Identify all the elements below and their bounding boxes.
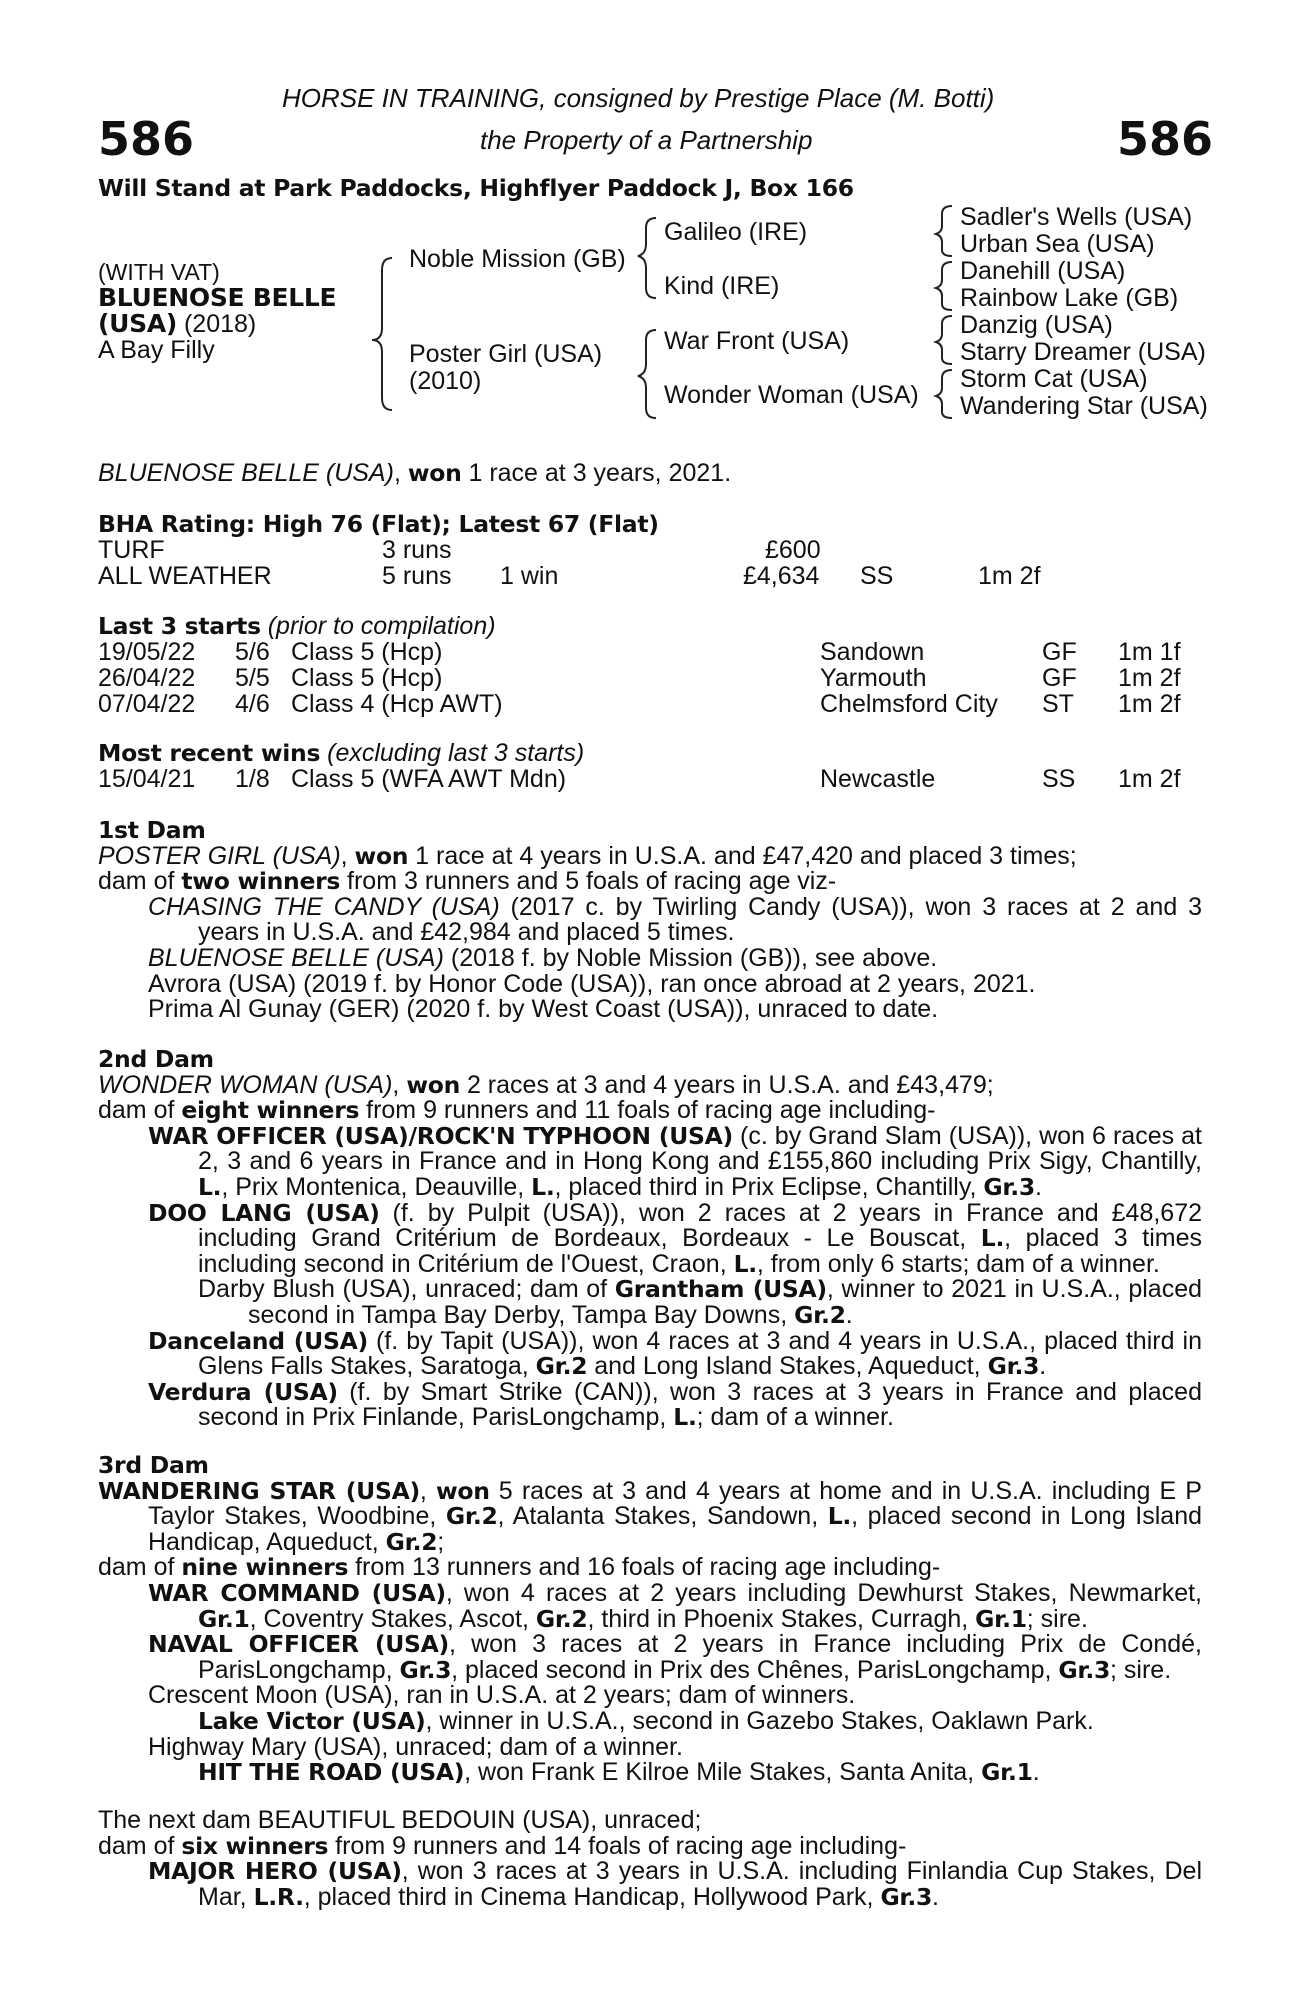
pedigree-g8: Wandering Star (USA) <box>960 392 1208 420</box>
text: , won 4 races at 2 years including Dewhurst Stakes, Newmarket, <box>445 1578 1202 1607</box>
won-label: won <box>354 841 409 870</box>
offspring-name: NAVAL OFFICER (USA) <box>148 1630 449 1659</box>
offspring-entry: Crescent Moon (USA), ran in U.S.A. at 2 years; dam of winners. <box>148 1681 856 1710</box>
offspring-entry <box>148 1632 1202 1683</box>
start-position: 5/6 <box>235 638 270 666</box>
rating-prize: £4,634 <box>743 562 820 590</box>
pedigree-g2: Urban Sea (USA) <box>960 230 1155 258</box>
text: . <box>845 1300 853 1329</box>
offspring-entry <box>148 1578 1202 1633</box>
rating-distance: 1m 2f <box>978 562 1041 590</box>
text: , placed third in Cinema Handicap, Hollywood Park, <box>303 1882 881 1911</box>
text: and Long Island Stakes, Aqueduct, <box>587 1352 988 1381</box>
summary-name: BLUENOSE BELLE (USA) <box>98 459 394 487</box>
win-distance: 1m 2f <box>1118 765 1181 793</box>
text: , placed 3 times including second in Critérium de l'Ouest, Craon, <box>198 1224 1202 1278</box>
offspring-name: WAR OFFICER (USA)/ROCK'N TYPHOON (USA) <box>148 1121 733 1150</box>
offspring-name: Lake Victor (USA) <box>198 1706 426 1735</box>
text: , won Frank E Kilroe Mile Stakes, Santa Anita, <box>464 1758 982 1787</box>
consignor-line: HORSE IN TRAINING, consigned by Prestige Place (M. Botti) <box>282 83 995 113</box>
pedigree-g4: Rainbow Lake (GB) <box>960 284 1179 312</box>
rating-surface: ALL WEATHER <box>98 562 272 590</box>
text: 2 races at 3 and 4 years in U.S.A. and £43,479; <box>460 1070 994 1099</box>
grade: L. <box>673 1403 697 1432</box>
pedigree-dam: Poster Girl (USA) <box>409 340 603 368</box>
text: . <box>1034 1172 1042 1201</box>
rating-runs: 5 runs <box>382 562 452 590</box>
horse-name: BLUENOSE BELLE <box>98 283 337 312</box>
offspring-name: WAR COMMAND (USA) <box>148 1578 446 1607</box>
vat-label: (WITH VAT) <box>98 259 220 285</box>
win-going: SS <box>1042 765 1076 793</box>
offspring-entry <box>148 1706 1202 1735</box>
text: ; sire. <box>1026 1604 1088 1633</box>
won-label: won <box>406 1070 461 1099</box>
text: from 9 runners and 14 foals of racing age including- <box>328 1831 907 1860</box>
next-dam-offspring <box>98 1859 1202 1910</box>
pedigree-dam-dam: Wonder Woman (USA) <box>664 381 919 409</box>
offspring-name: CHASING THE CANDY (USA) <box>148 892 500 921</box>
text: ; <box>437 1527 445 1556</box>
text: , winner in U.S.A., second in Gazebo Stakes, Oaklawn Park. <box>425 1706 1094 1735</box>
second-dam-line <box>98 1070 1202 1099</box>
grade: Gr.1 <box>981 1758 1033 1787</box>
offspring-name: MAJOR HERO (USA) <box>148 1857 402 1886</box>
third-dam-offspring <box>98 1578 1202 1787</box>
offspring-name: DOO LANG (USA) <box>148 1198 380 1227</box>
text: (2018 f. by Noble Mission (GB)), see above. <box>443 943 938 972</box>
start-distance: 1m 2f <box>1118 664 1181 692</box>
grade: L.R. <box>253 1882 304 1911</box>
next-dam-line: The next dam BEAUTIFUL BEDOUIN (USA), unraced; <box>98 1806 702 1834</box>
grade: L. <box>531 1172 555 1201</box>
offspring-entry: Prima Al Gunay (GER) (2020 f. by West Coast (USA)), unraced to date. <box>148 995 939 1024</box>
third-dam-title: 3rd Dam <box>98 1451 209 1479</box>
grade: Gr.3 <box>399 1655 452 1684</box>
second-dam-produce-line <box>98 1098 1202 1124</box>
stand-line: Will Stand at Park Paddocks, Highflyer Paddock J, Box 166 <box>98 174 854 202</box>
offspring-entry <box>148 943 1202 972</box>
text: (f. by Pulpit (USA)), won 2 races at 2 years in France and £48,672 including Grand Critérium de Bordeaux, Bordeaux - Le Bouscat, <box>198 1198 1202 1253</box>
third-dam-name: WANDERING STAR (USA) <box>98 1476 420 1505</box>
first-dam-section <box>98 818 1202 1023</box>
rating-going: SS <box>860 562 894 590</box>
last3-heading <box>98 614 496 640</box>
text: , <box>392 1070 407 1099</box>
pedigree-sire-sire: Galileo (IRE) <box>664 218 808 246</box>
text: , placed second in Prix des Chênes, ParisLongchamp, <box>451 1655 1059 1684</box>
offspring-entry <box>148 1859 1202 1910</box>
text: . <box>1039 1352 1047 1381</box>
text: dam of <box>98 1553 182 1582</box>
winners-count: nine winners <box>181 1553 349 1582</box>
text: , <box>419 1476 436 1505</box>
third-dam-section <box>98 1453 1202 1786</box>
grade: Gr.2 <box>445 1502 498 1531</box>
start-going: ST <box>1042 690 1074 718</box>
offspring-name: Grantham (USA) <box>614 1275 827 1304</box>
text: ; sire. <box>1110 1655 1172 1684</box>
offspring-entry <box>148 892 1203 947</box>
second-dam-section <box>98 1047 1202 1431</box>
second-dam-name: WONDER WOMAN (USA) <box>98 1070 393 1099</box>
text: (c. by Grand Slam (USA)), won 6 races at 2, 3 and 6 years in France and in Hong Kong and £155,860 including Prix Sigy, Chantilly, <box>198 1121 1202 1176</box>
first-dam-title: 1st Dam <box>98 816 206 844</box>
start-position: 5/5 <box>235 664 270 692</box>
second-dam-title: 2nd Dam <box>98 1045 214 1073</box>
text: (f. by Smart Strike (CAN)), won 3 races at 3 years in France and placed second in Prix Finlande, ParisLongchamp, <box>198 1377 1202 1432</box>
grade: Gr.2 <box>385 1527 438 1556</box>
recent-wins-note: (excluding last 3 starts) <box>320 739 585 767</box>
start-position: 4/6 <box>235 690 270 718</box>
horse-country: (USA) <box>98 309 178 338</box>
first-dam-produce-line <box>98 869 1202 895</box>
text: 5 races at 3 and 4 years at home and in U.S.A. including E P Taylor Stakes, Woodbine, <box>148 1476 1202 1531</box>
offspring-name: Verdura (USA) <box>148 1377 338 1406</box>
text: , <box>340 841 355 870</box>
text: , placed third in Prix Eclipse, Chantilly, <box>554 1172 984 1201</box>
offspring-entry <box>148 1198 1202 1278</box>
text: Darby Blush (USA), unraced; dam of <box>198 1275 615 1304</box>
last3-title: Last 3 starts <box>98 612 261 640</box>
offspring-entry <box>148 1326 1202 1381</box>
pedigree-sire-dam: Kind (IRE) <box>664 272 780 300</box>
text: from 3 runners and 5 foals of racing age viz- <box>340 867 837 896</box>
win-race: Class 5 (WFA AWT Mdn) <box>291 765 567 793</box>
start-course: Yarmouth <box>820 664 927 692</box>
start-going: GF <box>1042 664 1077 692</box>
grade: Gr.2 <box>794 1300 846 1329</box>
grade: Gr.3 <box>987 1352 1040 1381</box>
text: . <box>932 1882 939 1911</box>
text: , third in Phoenix Stakes, Curragh, <box>587 1604 976 1633</box>
text: from 13 runners and 16 foals of racing age including- <box>348 1553 941 1582</box>
first-dam-name: POSTER GIRL (USA) <box>98 841 341 870</box>
offspring-name: BLUENOSE BELLE (USA) <box>148 943 444 972</box>
summary-rest: 1 race at 3 years, 2021. <box>461 459 732 487</box>
winners-count: eight winners <box>181 1096 360 1125</box>
pedigree-g3: Danehill (USA) <box>960 257 1126 285</box>
offspring-name: Danceland (USA) <box>148 1326 368 1355</box>
pedigree-g7: Storm Cat (USA) <box>960 365 1148 393</box>
start-date: 26/04/22 <box>98 664 196 692</box>
next-dam-section <box>98 1808 1202 1910</box>
grade: Gr.1 <box>198 1604 250 1633</box>
rating-prize: £600 <box>765 536 821 564</box>
start-distance: 1m 2f <box>1118 690 1181 718</box>
rating-wins: 1 win <box>500 562 559 590</box>
offspring-entry: Highway Mary (USA), unraced; dam of a winner. <box>148 1732 683 1761</box>
pedigree-g5: Danzig (USA) <box>960 311 1113 339</box>
text: , Atalanta Stakes, Sandown, <box>497 1502 828 1531</box>
text: . <box>1032 1758 1040 1787</box>
winners-count: six winners <box>181 1831 329 1860</box>
win-course: Newcastle <box>820 765 936 793</box>
next-dam-produce-line <box>98 1831 1202 1860</box>
winners-count: two winners <box>181 867 341 896</box>
pedigree-sire: Noble Mission (GB) <box>409 245 626 273</box>
grade: L. <box>980 1224 1005 1253</box>
offspring-entry <box>148 1760 1202 1786</box>
grade: L. <box>198 1172 222 1201</box>
text: (f. by Tapit (USA)), won 4 races at 3 and 4 years in U.S.A., placed third in Glens Falls Stakes, Saratoga, <box>198 1326 1202 1381</box>
text: (2017 c. by Twirling Candy (USA)), won 3 races at 2 and 3 years in U.S.A. and £42,984 and placed 5 times. <box>198 892 1203 947</box>
grade: Gr.3 <box>1058 1655 1111 1684</box>
offspring-entry: Avrora (USA) (2019 f. by Honor Code (USA)), ran once abroad at 2 years, 2021. <box>148 969 1036 998</box>
win-position: 1/8 <box>235 765 270 793</box>
offspring-name: HIT THE ROAD (USA) <box>198 1758 465 1787</box>
text: , placed second in Long Island Handicap, Aqueduct, <box>148 1502 1203 1556</box>
horse-year: (2018) <box>177 310 257 338</box>
text: dam of <box>98 867 182 896</box>
start-going: GF <box>1042 638 1077 666</box>
win-date: 15/04/21 <box>98 765 196 793</box>
grade: Gr.1 <box>975 1604 1027 1633</box>
text: , Coventry Stakes, Ascot, <box>249 1604 536 1633</box>
second-dam-offspring <box>98 1121 1203 1432</box>
start-course: Chelmsford City <box>820 690 998 718</box>
pedigree-dam-year: (2010) <box>409 367 482 395</box>
pedigree-g1: Sadler's Wells (USA) <box>960 203 1193 231</box>
rating-runs: 3 runs <box>382 536 452 564</box>
grade: L. <box>827 1502 852 1531</box>
lot-number-left: 586 <box>98 112 195 166</box>
text: , won 3 races at 2 years in France including Prix de Condé, ParisLongchamp, <box>198 1630 1202 1684</box>
summary-won: won <box>407 459 462 487</box>
recent-wins-title: Most recent wins <box>98 739 321 767</box>
text: , Prix Montenica, Deauville, <box>221 1172 532 1201</box>
lot-number-right: 586 <box>1117 112 1214 166</box>
won-label: won <box>435 1476 490 1505</box>
last3-note: (prior to compilation) <box>260 612 496 640</box>
start-date: 19/05/22 <box>98 638 196 666</box>
start-date: 07/04/22 <box>98 690 196 718</box>
start-course: Sandown <box>820 638 925 666</box>
start-distance: 1m 1f <box>1118 638 1181 666</box>
grade: Gr.2 <box>535 1352 588 1381</box>
rating-surface: TURF <box>98 536 165 564</box>
recent-wins-heading <box>98 741 584 767</box>
grade: Gr.3 <box>880 1882 933 1911</box>
pedigree-dam-sire: War Front (USA) <box>664 327 850 355</box>
text: ; dam of a winner. <box>696 1403 894 1432</box>
text: , won 3 races at 3 years in U.S.A. including Finlandia Cup Stakes, Del Mar, <box>198 1857 1203 1911</box>
property-line: the Property of a Partnership <box>480 125 813 155</box>
grade: Gr.3 <box>983 1172 1035 1201</box>
grade: Gr.2 <box>535 1604 588 1633</box>
race-summary: BLUENOSE BELLE (USA), won 1 race at 3 years, 2021. <box>98 459 732 487</box>
offspring-entry <box>148 1377 1202 1432</box>
text: dam of <box>98 1096 182 1125</box>
offspring-entry <box>148 1121 1202 1201</box>
third-dam-line <box>98 1476 1203 1556</box>
start-race: Class 5 (Hcp) <box>291 638 443 666</box>
text: 1 race at 4 years in U.S.A. and £47,420 and placed 3 times; <box>408 841 1077 870</box>
horse-description: A Bay Filly <box>98 336 215 364</box>
start-race: Class 5 (Hcp) <box>291 664 443 692</box>
text: , from only 6 starts; dam of a winner. <box>756 1249 1160 1278</box>
text: , winner to 2021 in U.S.A., placed second in Tampa Bay Derby, Tampa Bay Downs, <box>248 1275 1203 1329</box>
bha-rating-title: BHA Rating: High 76 (Flat); Latest 67 (Flat) <box>98 510 659 538</box>
text: from 9 runners and 11 foals of racing age including- <box>359 1096 936 1125</box>
grade: L. <box>733 1249 757 1278</box>
first-dam-line <box>98 841 1202 870</box>
third-dam-produce-line <box>98 1555 1202 1581</box>
grand-offspring <box>148 1277 1202 1328</box>
first-dam-offspring <box>98 892 1203 1024</box>
pedigree-g6: Starry Dreamer (USA) <box>960 338 1206 366</box>
start-race: Class 4 (Hcp AWT) <box>291 690 503 718</box>
text: dam of <box>98 1831 182 1860</box>
offspring-entry <box>198 1277 1202 1328</box>
